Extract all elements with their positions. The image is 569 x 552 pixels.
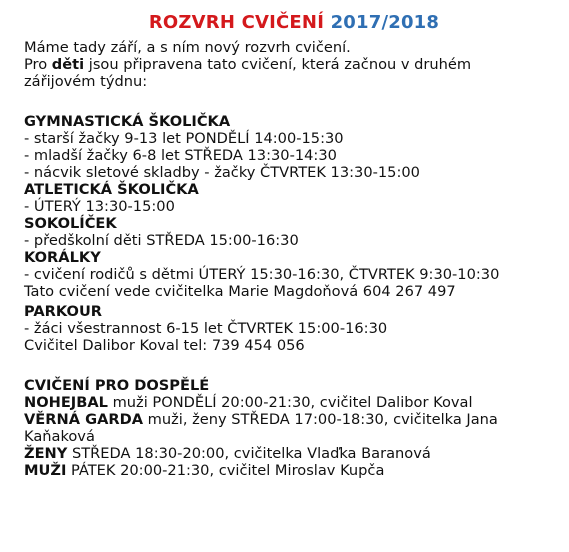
list-item: - mladší žačky 6-8 let STŘEDA 13:30-14:30 [24, 147, 337, 164]
adult-row-details: STŘEDA 18:30-20:00, cvičitelka Vlaďka Baranová [67, 445, 431, 462]
spacer [24, 90, 564, 107]
title-year: 2017/2018 [330, 12, 440, 33]
adult-row [24, 462, 564, 479]
schedule-document [24, 10, 564, 479]
list-item: - nácvik sletové skladby - žačky ČTVRTEK 13:30-15:00 [24, 164, 420, 181]
list-item: - předškolní děti STŘEDA 15:00-16:30 [24, 232, 299, 249]
adult-row [24, 445, 564, 462]
spacer [24, 354, 564, 371]
section-heading-gymnasticka: GYMNASTICKÁ ŠKOLIČKA [24, 113, 231, 130]
intro-line-1: Máme tady září, a s ním nový rozvrh cvičení. [24, 39, 351, 56]
adult-row-name: ŽENY [24, 445, 68, 462]
intro-line-2 [24, 56, 564, 73]
section-heading-parkour: PARKOUR [24, 303, 103, 320]
list-item: - cvičení rodičů s dětmi ÚTERÝ 15:30-16:30, ČTVRTEK 9:30-10:30 [24, 266, 500, 283]
list-item: Cvičitel Dalibor Koval tel: 739 454 056 [24, 337, 305, 354]
title-main: ROZVRH CVIČENÍ [148, 12, 325, 33]
list-item: - ÚTERÝ 13:30-15:00 [24, 198, 175, 215]
section-heading-sokolicek: SOKOLÍČEK [24, 215, 117, 232]
adult-row [24, 394, 564, 411]
intro-line-2-prefix: Pro [24, 56, 52, 73]
adult-row-details: muži PONDĚLÍ 20:00-21:30, cvičitel Dalibor Koval [107, 394, 473, 411]
list-item: Tato cvičení vede cvičitelka Marie Magdoňová 604 267 497 [24, 283, 456, 300]
adult-row [24, 411, 554, 445]
adult-row-name: VĚRNÁ GARDA [24, 411, 144, 428]
adult-row-details: muži, ženy STŘEDA 17:00-18:30, cvičitelka Jana Kaňaková [24, 411, 498, 445]
intro-line-2-bold: děti [51, 56, 85, 73]
list-item: - žáci všestrannost 6-15 let ČTVRTEK 15:00-16:30 [24, 320, 388, 337]
list-item: - starší žačky 9-13 let PONDĚLÍ 14:00-15:30 [24, 130, 344, 147]
section-heading-koralky: KORÁLKY [24, 249, 101, 266]
intro-line-2-suffix: jsou připravena tato cvičení, která začnou v druhém [84, 56, 472, 73]
page-title [24, 10, 564, 36]
section-heading-atleticka: ATLETICKÁ ŠKOLIČKA [24, 181, 199, 198]
intro-line-3: zářijovém týdnu: [24, 73, 148, 90]
adult-row-details: PÁTEK 20:00-21:30, cvičitel Miroslav Kupča [66, 462, 385, 479]
section-heading-adults: CVIČENÍ PRO DOSPĚLÉ [24, 377, 210, 394]
adult-row-name: MUŽI [24, 462, 67, 479]
adult-row-name: NOHEJBAL [24, 394, 108, 411]
